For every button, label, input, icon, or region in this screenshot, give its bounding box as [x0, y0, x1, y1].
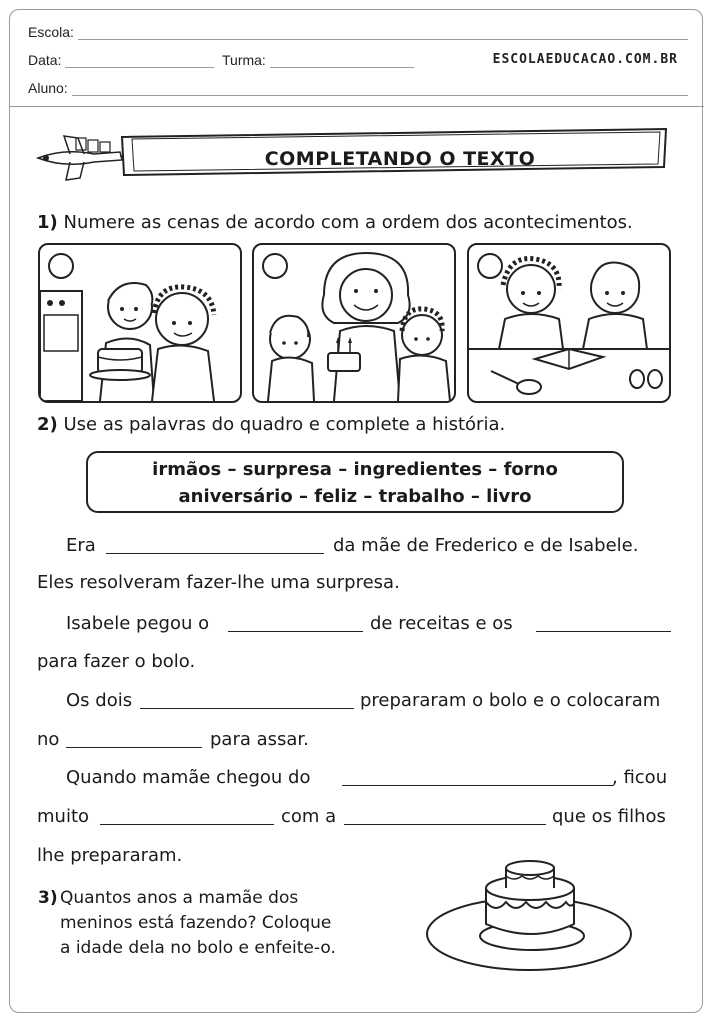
blank-5[interactable] [66, 747, 202, 748]
question-3 [38, 886, 378, 961]
blank-7[interactable] [100, 824, 274, 825]
question-3-line-2: meninos está fazendo? Coloque [60, 913, 332, 933]
story-text: da mãe de Frederico e de Isabele. [333, 535, 639, 556]
data-field[interactable] [65, 53, 214, 68]
escola-label: Escola: [28, 24, 74, 40]
story-text: lhe prepararam. [37, 845, 183, 866]
scene-1-illustration [40, 245, 240, 401]
data-label: Data: [28, 52, 62, 68]
scene-2-illustration [254, 245, 454, 401]
scene-3-illustration [469, 245, 669, 401]
question-3-line-1: Quantos anos a mamãe dos [60, 888, 299, 908]
data-row [28, 52, 214, 68]
story-text: para assar. [210, 729, 309, 750]
story-text: com a [281, 806, 337, 827]
turma-field[interactable] [270, 53, 414, 68]
aluno-field[interactable] [72, 81, 688, 96]
blank-1[interactable] [106, 553, 324, 554]
story-text: para fazer o bolo. [37, 651, 196, 672]
story-text: no [37, 729, 60, 750]
site-name: ESCOLAEDUCACAO.COM.BR [492, 52, 678, 67]
blank-2[interactable] [228, 631, 363, 632]
turma-row [222, 52, 414, 68]
story-text: Era [66, 535, 96, 556]
story-text: de receitas e os [370, 613, 513, 634]
header [10, 10, 704, 107]
word-bank-line-2: aniversário – feliz – trabalho – livro [178, 486, 532, 507]
turma-label: Turma: [222, 52, 266, 68]
story-text: Quando mamãe chegou do [66, 767, 311, 788]
question-2-text: Use as palavras do quadro e complete a história. [63, 414, 506, 435]
question-1-text: Numere as cenas de acordo com a ordem dos acontecimentos. [63, 212, 633, 233]
question-3-line-3: a idade dela no bolo e enfeite-o. [60, 938, 336, 958]
story-text: que os filhos [552, 806, 666, 827]
story-text: muito [37, 806, 90, 827]
blank-8[interactable] [344, 824, 546, 825]
word-bank [86, 451, 624, 513]
question-3-number: 3) [38, 888, 58, 908]
escola-field[interactable] [78, 25, 688, 40]
aluno-label: Aluno: [28, 80, 68, 96]
blank-3[interactable] [536, 631, 671, 632]
word-bank-line-1: irmãos – surpresa – ingredientes – forno [152, 459, 558, 480]
airplane-icon [34, 128, 130, 188]
scene-panel-2 [252, 243, 456, 403]
story-text: prepararam o bolo e o colocaram [360, 690, 661, 711]
scene-panel-3 [467, 243, 671, 403]
question-1-number: 1) [37, 212, 58, 233]
blank-4[interactable] [140, 708, 354, 709]
cake-icon[interactable] [424, 854, 634, 974]
question-2 [37, 414, 505, 435]
story-text: Isabele pegou o [66, 613, 210, 634]
story-text: Os dois [66, 690, 133, 711]
escola-row [28, 24, 688, 40]
blank-6[interactable] [342, 785, 614, 786]
scene-panel-1 [38, 243, 242, 403]
worksheet-title: COMPLETANDO O TEXTO [264, 148, 536, 170]
story-text: Eles resolveram fazer-lhe uma surpresa. [37, 572, 400, 593]
question-2-number: 2) [37, 414, 58, 435]
story-text: , ficou [612, 767, 668, 788]
aluno-row [28, 80, 688, 96]
question-1 [37, 212, 633, 233]
